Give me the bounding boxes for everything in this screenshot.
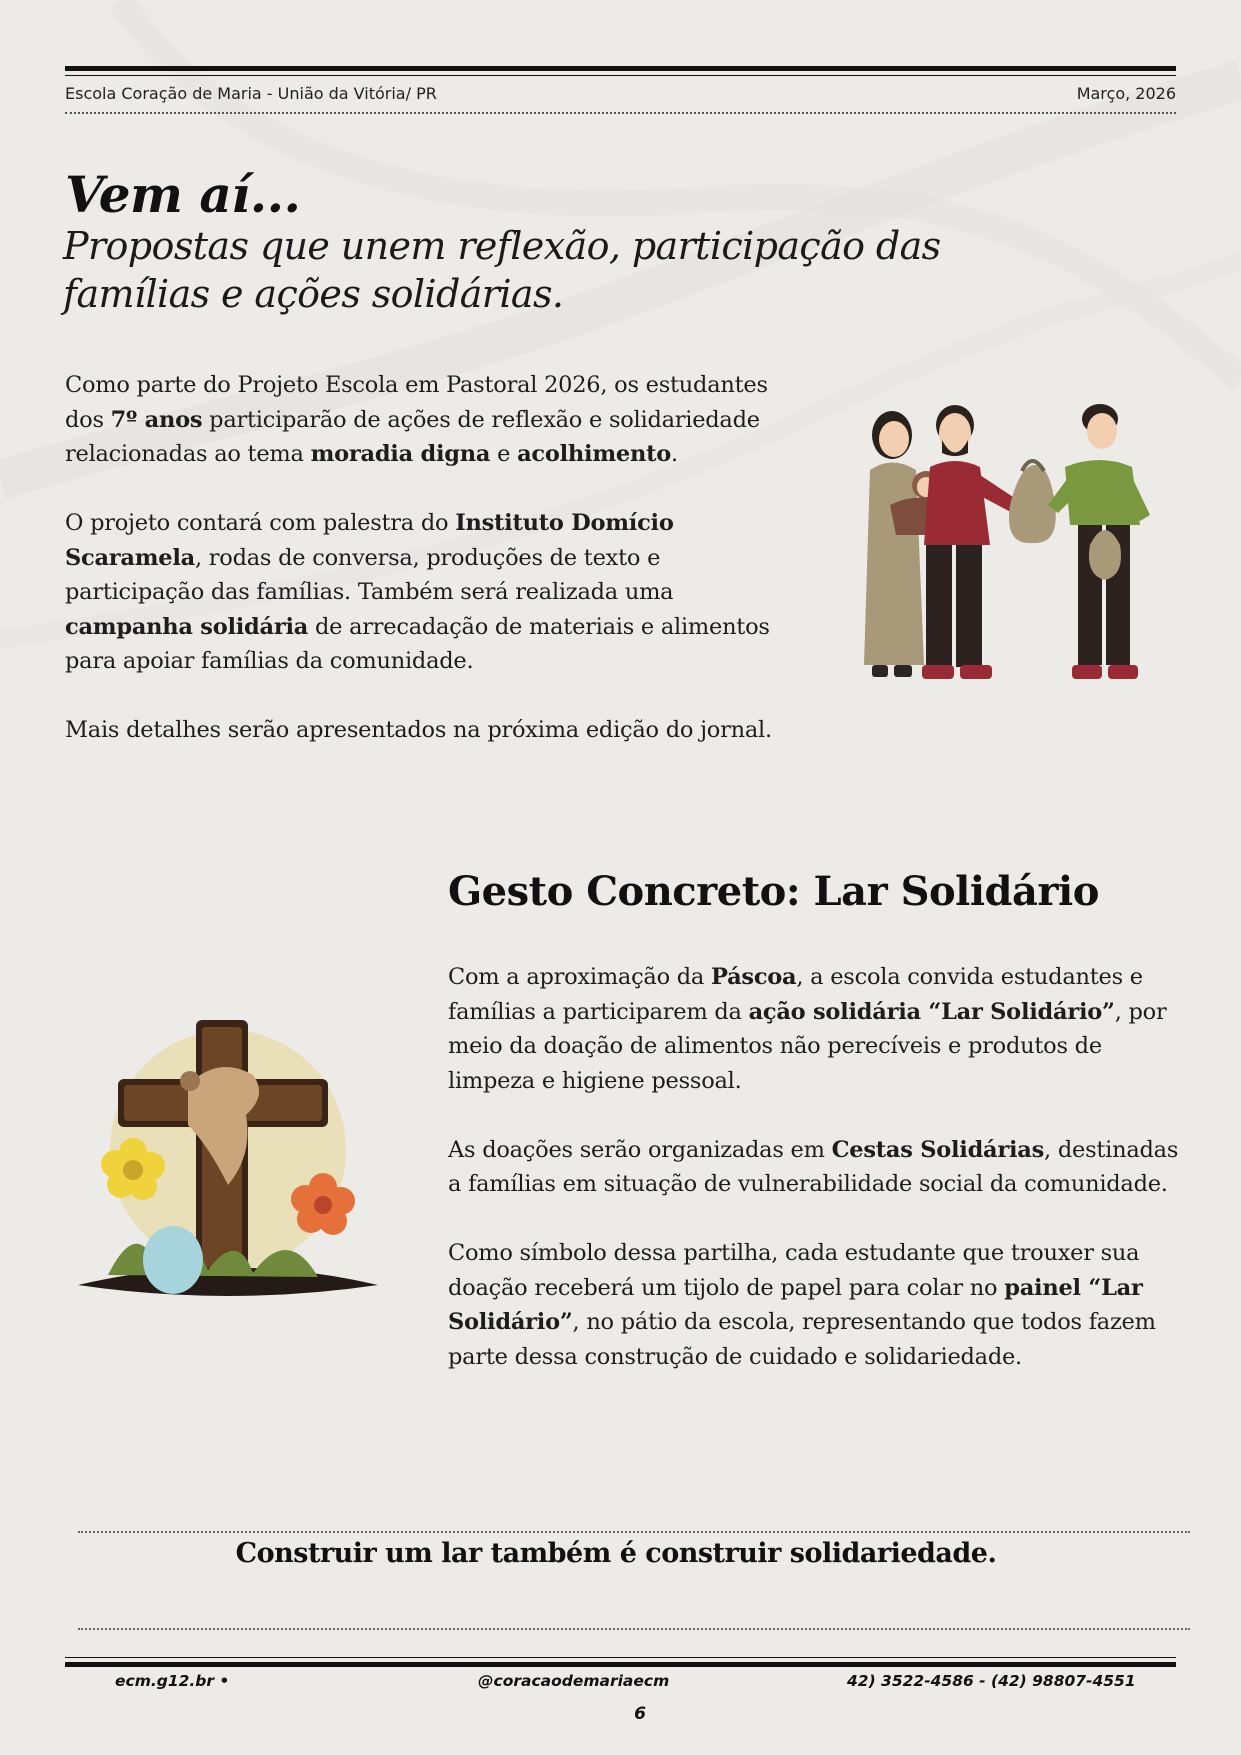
footer-website: ecm.g12.br • — [115, 1672, 230, 1690]
page-header — [65, 84, 1176, 103]
family-donation-illustration — [850, 395, 1180, 695]
page-number: 6 — [634, 1704, 646, 1724]
section2-body — [448, 960, 1183, 1409]
footer-rule-thick — [65, 1662, 1176, 1667]
header-dotted-rule — [65, 112, 1176, 114]
section-title: Vem aí... — [65, 165, 301, 224]
section-subtitle: Propostas que unem reflexão, participação das famílias e ações solidárias. — [63, 224, 941, 316]
section2-paragraph-1: Com a aproximação da Páscoa, a escola convida estudantes e famílias a participarem da ação solidária “Lar Solidário”, por meio da doação de alimentos não perecíveis e produtos de limpeza e higiene pessoal. — [448, 964, 1167, 1094]
easter-cross-dove-illustration — [78, 1015, 378, 1315]
closing-quote: Construir um lar também é construir solidariedade. — [235, 1538, 997, 1569]
school-name: Escola Coração de Maria - União da Vitória/ PR — [65, 84, 437, 103]
footer-phones: 42) 3522-4586 - (42) 98807-4551 — [847, 1672, 1136, 1690]
header-rule-thick — [65, 66, 1176, 71]
issue-date: Março, 2026 — [1076, 84, 1176, 103]
section2-heading: Gesto Concreto: Lar Solidário — [448, 868, 1099, 915]
footer-instagram: @coracaodemariaecm — [478, 1672, 670, 1690]
quote-dotted-rule-bottom — [78, 1628, 1190, 1630]
header-rule-thin — [65, 75, 1176, 76]
section1-paragraph-2: O projeto contará com palestra do Instituto Domício Scaramela, rodas de conversa, produções de texto e participação das famílias. Também será realizada uma campanha solidária de arrecadação de materiais e alimentos para apoiar famílias da comunidade. — [65, 510, 770, 674]
quote-dotted-rule-top — [78, 1531, 1190, 1533]
section2-paragraph-3: Como símbolo dessa partilha, cada estudante que trouxer sua doação receberá um tijolo de papel para colar no painel “Lar Solidário”, no pátio da escola, representando que todos fazem parte dessa construção de cuidado e solidariedade. — [448, 1240, 1156, 1370]
section2-paragraph-2: As doações serão organizadas em Cestas Solidárias, destinadas a famílias em situação de vulnerabilidade social da comunidade. — [448, 1136, 1179, 1197]
footer-rule-thin — [65, 1657, 1176, 1658]
section1-paragraph-3: Mais detalhes serão apresentados na próxima edição do jornal. — [65, 717, 772, 743]
section1-paragraph-1: Como parte do Projeto Escola em Pastoral 2026, os estudantes dos 7º anos participarão de ações de reflexão e solidariedade relacionadas ao tema moradia digna e acolhimento. — [65, 372, 768, 467]
section1-body — [65, 368, 795, 782]
